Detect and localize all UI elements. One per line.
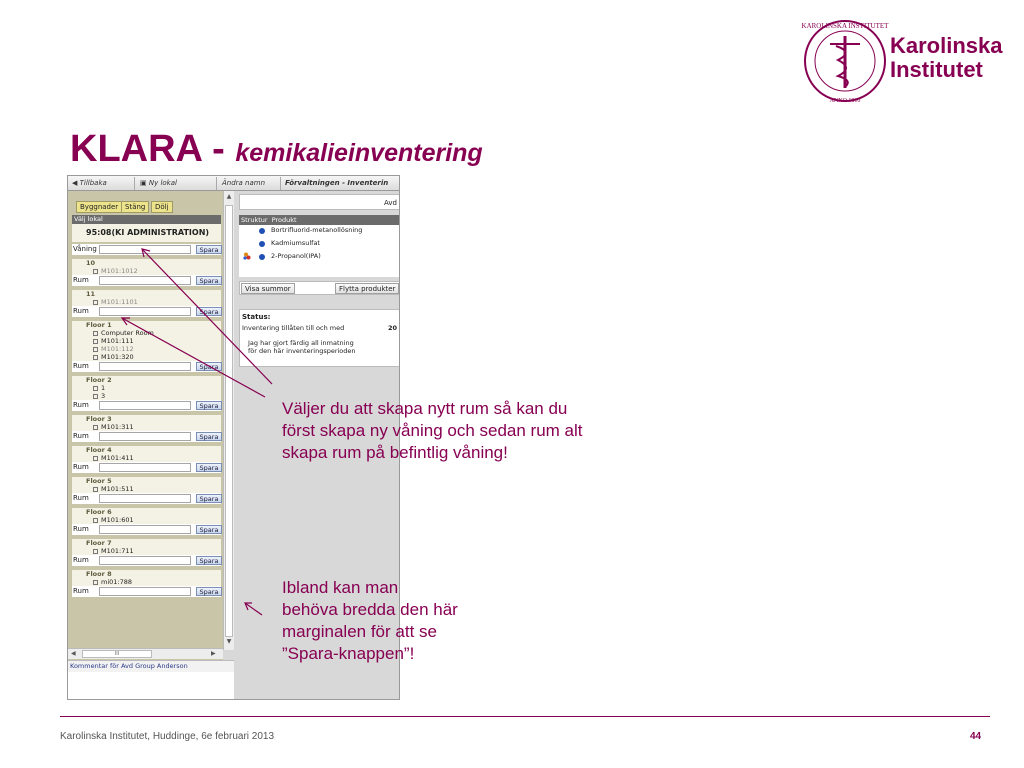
new-room-button[interactable]: ▣ Ny lokal — [140, 179, 177, 187]
name-input[interactable] — [99, 245, 191, 254]
rename-button[interactable]: Ändra namn — [222, 179, 266, 187]
room-item[interactable] — [72, 384, 221, 392]
room-item[interactable] — [72, 337, 221, 345]
room-name: Computer Room — [101, 329, 154, 337]
floor-item[interactable]: Floor 8 — [72, 570, 221, 578]
row-label: Rum — [73, 556, 89, 564]
room-icon — [93, 487, 98, 492]
floor-item[interactable]: 10 — [72, 259, 221, 267]
new-room-label: Ny lokal — [148, 179, 177, 187]
room-input-row — [72, 493, 221, 504]
scroll-down-icon[interactable]: ▼ — [226, 638, 232, 645]
row-label: Rum — [73, 463, 89, 471]
room-input-row — [72, 462, 221, 473]
close-button[interactable]: Stäng — [121, 201, 149, 213]
room-item[interactable] — [72, 353, 221, 361]
name-input[interactable] — [99, 556, 191, 565]
room-icon — [93, 339, 98, 344]
floor-item[interactable]: Floor 7 — [72, 539, 221, 547]
floor-item[interactable]: Floor 5 — [72, 477, 221, 485]
room-item[interactable] — [72, 423, 221, 431]
building-name[interactable]: 95:08(KI ADMINISTRATION) — [72, 224, 221, 242]
page-number: 44 — [970, 731, 982, 742]
room-input-row — [72, 431, 221, 442]
name-input[interactable] — [99, 362, 191, 371]
department-label: Avd — [384, 199, 397, 207]
department-bar — [239, 194, 400, 210]
room-input-row — [72, 275, 221, 286]
room-input-row — [72, 244, 221, 255]
row-label: Rum — [73, 276, 89, 284]
hide-button[interactable]: Dölj — [151, 201, 173, 213]
status-label: Status: — [242, 313, 271, 321]
logo-wordmark — [890, 34, 1003, 82]
room-icon — [93, 355, 98, 360]
info-icon — [259, 228, 265, 234]
info-icon — [259, 254, 265, 260]
room-item[interactable] — [72, 485, 221, 493]
room-item[interactable] — [72, 578, 221, 586]
room-name: M101:411 — [101, 454, 134, 462]
status-year: 20 — [388, 324, 398, 332]
room-icon — [93, 456, 98, 461]
name-input[interactable] — [99, 401, 191, 410]
scroll-thumb[interactable] — [225, 205, 233, 637]
comment-label: Kommentar för Avd Group Anderson — [68, 660, 234, 672]
save-button[interactable]: Spara — [196, 245, 222, 254]
select-room-header: Välj lokal — [72, 215, 221, 224]
room-item[interactable] — [72, 298, 221, 306]
room-item[interactable] — [72, 454, 221, 462]
done-line-2: för den här inventeringsperioden — [248, 347, 356, 355]
room-name: M101:112 — [101, 345, 134, 353]
save-button[interactable]: Spara — [196, 525, 222, 534]
room-icon — [93, 331, 98, 336]
product-item[interactable]: 2-Propanol(IPA) — [271, 252, 321, 260]
title-separator: - — [201, 128, 236, 170]
admin-tab[interactable]: Förvaltningen - Inventerin — [285, 179, 389, 187]
room-name: M101:1012 — [101, 267, 138, 275]
scroll-up-icon[interactable]: ▲ — [226, 193, 232, 200]
info-icon — [259, 241, 265, 247]
slide-title — [70, 128, 483, 171]
col-produkt: Produkt — [271, 216, 297, 224]
row-label: Rum — [73, 307, 89, 315]
hazard-icon — [243, 252, 251, 260]
room-selector-pane — [68, 191, 223, 663]
room-name: M101:1101 — [101, 298, 138, 306]
room-name: M101:311 — [101, 423, 134, 431]
vertical-scrollbar[interactable] — [223, 191, 234, 650]
room-item[interactable] — [72, 267, 221, 275]
name-input[interactable] — [99, 525, 191, 534]
name-input[interactable] — [99, 276, 191, 285]
room-name: 3 — [101, 392, 106, 400]
room-name: mi01:788 — [101, 578, 133, 586]
annotation-new-room: Väljer du att skapa nytt rum så kan du först skapa ny våning och sedan rum alt skapa rum på befintlig våning! — [282, 399, 583, 462]
save-button[interactable]: Spara — [196, 556, 222, 565]
app-toolbar — [68, 176, 400, 191]
room-input-row — [72, 361, 221, 372]
room-input-row — [72, 586, 221, 597]
svg-text:KAROLINSKA INSTITUTET: KAROLINSKA INSTITUTET — [801, 22, 889, 30]
show-sums-button[interactable]: Visa summor — [241, 283, 295, 294]
floor-item[interactable]: Floor 1 — [72, 321, 221, 329]
room-icon — [93, 347, 98, 352]
room-name: M101:111 — [101, 337, 134, 345]
footer-divider — [60, 716, 990, 717]
room-icon — [93, 518, 98, 523]
room-input-row — [72, 400, 221, 411]
name-input[interactable] — [99, 587, 191, 596]
floor-item[interactable]: Floor 6 — [72, 508, 221, 516]
product-actions — [239, 281, 400, 295]
save-button[interactable]: Spara — [196, 463, 222, 472]
done-checkbox[interactable] — [248, 339, 356, 355]
room-icon — [93, 425, 98, 430]
title-main: KLARA — [70, 128, 202, 170]
room-icon — [93, 549, 98, 554]
room-icon — [93, 580, 98, 585]
room-icon — [93, 394, 98, 399]
name-input[interactable] — [99, 307, 191, 316]
save-button[interactable]: Spara — [196, 276, 222, 285]
room-name: 1 — [101, 384, 106, 392]
room-icon — [93, 300, 98, 305]
save-button[interactable]: Spara — [196, 432, 222, 441]
room-item[interactable] — [72, 392, 221, 400]
floor-item[interactable]: Floor 4 — [72, 446, 221, 454]
logo-line-1: Karolinska — [890, 33, 1003, 58]
save-button[interactable]: Spara — [196, 307, 222, 316]
svg-text:ANNO 1810: ANNO 1810 — [829, 98, 861, 104]
room-name: M101:320 — [101, 353, 134, 361]
hscroll-thumb[interactable]: III — [82, 650, 152, 658]
save-button[interactable]: Spara — [196, 494, 222, 503]
room-item[interactable] — [72, 547, 221, 555]
save-button[interactable]: Spara — [196, 587, 222, 596]
save-button[interactable]: Spara — [196, 362, 222, 371]
row-label: Våning — [73, 245, 97, 253]
row-label: Rum — [73, 587, 89, 595]
row-label: Rum — [73, 525, 89, 533]
room-icon — [93, 269, 98, 274]
row-label: Rum — [73, 432, 89, 440]
row-label: Rum — [73, 401, 89, 409]
name-input[interactable] — [99, 463, 191, 472]
logo-line-2: Institutet — [890, 57, 983, 82]
status-panel — [239, 309, 400, 367]
move-products-button[interactable]: Flytta produkter — [335, 283, 399, 294]
title-subtitle: kemikalieinventering — [235, 139, 483, 167]
room-name: M101:711 — [101, 547, 134, 555]
room-item[interactable] — [72, 345, 221, 353]
product-item[interactable]: Bortrifluorid-metanollösning — [271, 226, 363, 234]
room-item[interactable] — [72, 516, 221, 524]
row-label: Rum — [73, 362, 89, 370]
room-name: M101:601 — [101, 516, 134, 524]
status-text: Inventering tillåten till och med — [242, 324, 345, 332]
product-list — [239, 225, 400, 277]
footer-text: Karolinska Institutet, Huddinge, 6e februari 2013 — [60, 731, 275, 742]
floor-item[interactable]: 11 — [72, 290, 221, 298]
room-item[interactable] — [72, 329, 221, 337]
room-icon — [93, 386, 98, 391]
back-label: Tillbaka — [79, 179, 107, 187]
product-list-header — [239, 215, 400, 225]
room-input-row — [72, 555, 221, 566]
done-line-1: Jag har gjort färdig all inmatning — [248, 339, 354, 347]
scroll-left-icon[interactable]: ◀ — [71, 650, 76, 657]
room-name: M101:511 — [101, 485, 134, 493]
room-input-row — [72, 524, 221, 535]
name-input[interactable] — [99, 432, 191, 441]
comment-area[interactable] — [68, 672, 234, 700]
floor-item[interactable]: Floor 3 — [72, 415, 221, 423]
name-input[interactable] — [99, 494, 191, 503]
back-button[interactable]: ◀ Tillbaka — [72, 179, 107, 187]
save-button[interactable]: Spara — [196, 401, 222, 410]
horizontal-scrollbar[interactable] — [68, 648, 223, 659]
annotation-margin: Ibland kan man behöva bredda den här marginalen för att se ”Spara-knappen”! — [282, 578, 458, 663]
col-struktur: Struktur — [241, 216, 268, 224]
scroll-right-icon[interactable]: ▶ — [211, 650, 216, 657]
floor-item[interactable]: Floor 2 — [72, 376, 221, 384]
room-input-row — [72, 306, 221, 317]
buildings-button[interactable]: Byggnader — [76, 201, 122, 213]
product-item[interactable]: Kadmiumsulfat — [271, 239, 320, 247]
row-label: Rum — [73, 494, 89, 502]
